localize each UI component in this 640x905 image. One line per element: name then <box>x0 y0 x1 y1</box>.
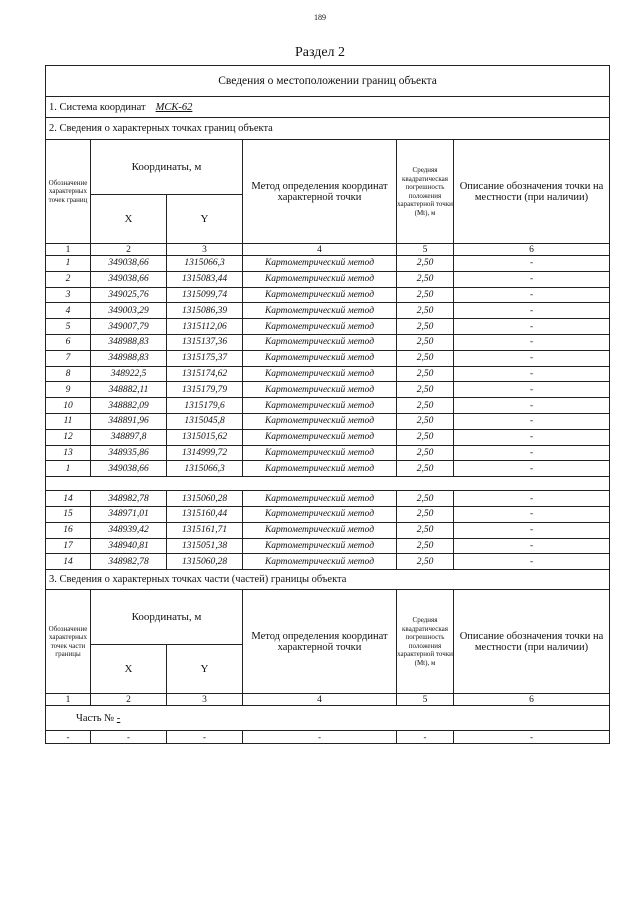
error-cell: 2,50 <box>397 271 454 287</box>
section-title: Раздел 2 <box>294 45 346 60</box>
header-point-part: Обозначение характерных точек части границы <box>46 590 91 694</box>
table-row <box>46 271 610 287</box>
error-cell: 2,50 <box>397 256 454 272</box>
description-cell: - <box>454 491 610 507</box>
table-row <box>46 366 610 382</box>
description-cell: - <box>454 319 610 335</box>
coord-system-value: МСК-62 <box>155 101 193 113</box>
x-coord-cell: 348971,01 <box>91 506 167 522</box>
coord-system-row <box>46 97 610 118</box>
description-cell: - <box>454 429 610 445</box>
table-row <box>46 413 610 429</box>
description-cell: - <box>454 506 610 522</box>
header-error: Средняя квадратическая погрешность положения характерной точки (Mt), м <box>397 140 454 244</box>
col-number: 3 <box>167 244 243 256</box>
col-number: 6 <box>454 244 610 256</box>
point-number-cell: 16 <box>46 522 91 538</box>
error-cell: 2,50 <box>397 303 454 319</box>
method-cell: Картометрический метод <box>243 491 397 507</box>
description-cell: - <box>454 398 610 414</box>
table-row <box>46 256 610 272</box>
x-coord-cell: 348988,83 <box>91 350 167 366</box>
error-cell: 2,50 <box>397 382 454 398</box>
error-cell: 2,50 <box>397 491 454 507</box>
y-coord-cell: 1315174,62 <box>167 366 243 382</box>
error-cell: 2,50 <box>397 461 454 477</box>
part-label: Часть № <box>76 712 115 724</box>
table-row <box>46 398 610 414</box>
table-row <box>46 382 610 398</box>
header-error-part: Средняя квадратическая погрешность положения характерной точки (Mt), м <box>397 590 454 694</box>
point-number-cell: 11 <box>46 413 91 429</box>
description-cell: - <box>454 256 610 272</box>
point-number-cell: 2 <box>46 271 91 287</box>
header-y: Y <box>167 195 243 244</box>
x-coord-cell: 349038,66 <box>91 271 167 287</box>
method-cell: Картометрический метод <box>243 271 397 287</box>
page-number: 189 <box>314 13 326 22</box>
description-cell: - <box>454 382 610 398</box>
y-coord-cell: 1315083,44 <box>167 271 243 287</box>
description-cell: - <box>454 538 610 554</box>
col-number: 2 <box>91 694 167 706</box>
table-row <box>46 461 610 477</box>
y-coord-cell: 1315179,79 <box>167 382 243 398</box>
method-cell: Картометрический метод <box>243 461 397 477</box>
table-row <box>46 506 610 522</box>
header-x-part: X <box>91 645 167 694</box>
point-number-cell: 5 <box>46 319 91 335</box>
point-number-cell: 14 <box>46 491 91 507</box>
table-row <box>46 287 610 303</box>
y-coord-cell: 1315175,37 <box>167 350 243 366</box>
method-cell: Картометрический метод <box>243 445 397 461</box>
empty-cell: - <box>46 731 91 744</box>
table-row <box>46 445 610 461</box>
method-cell: Картометрический метод <box>243 334 397 350</box>
boundary-table-sheet <box>45 65 609 744</box>
x-coord-cell: 349038,66 <box>91 461 167 477</box>
y-coord-cell: 1314999,72 <box>167 445 243 461</box>
y-coord-cell: 1315060,28 <box>167 491 243 507</box>
point-number-cell: 4 <box>46 303 91 319</box>
y-coord-cell: 1315112,06 <box>167 319 243 335</box>
y-coord-cell: 1315045,8 <box>167 413 243 429</box>
header-method: Метод определения координат характерной точки <box>243 140 397 244</box>
point-number-cell: 17 <box>46 538 91 554</box>
method-cell: Картометрический метод <box>243 554 397 570</box>
error-cell: 2,50 <box>397 445 454 461</box>
point-number-cell: 13 <box>46 445 91 461</box>
table-row <box>46 429 610 445</box>
method-cell: Картометрический метод <box>243 413 397 429</box>
method-cell: Картометрический метод <box>243 538 397 554</box>
description-cell: - <box>454 271 610 287</box>
col-number: 4 <box>243 694 397 706</box>
x-coord-cell: 348922,5 <box>91 366 167 382</box>
table-row <box>46 319 610 335</box>
header-method-part: Метод определения координат характерной точки <box>243 590 397 694</box>
description-cell: - <box>454 287 610 303</box>
x-coord-cell: 348982,78 <box>91 554 167 570</box>
error-cell: 2,50 <box>397 287 454 303</box>
x-coord-cell: 348988,83 <box>91 334 167 350</box>
point-number-cell: 15 <box>46 506 91 522</box>
point-number-cell: 12 <box>46 429 91 445</box>
header-x: X <box>91 195 167 244</box>
empty-cell: - <box>243 731 397 744</box>
method-cell: Картометрический метод <box>243 429 397 445</box>
error-cell: 2,50 <box>397 366 454 382</box>
col-number: 3 <box>167 694 243 706</box>
description-cell: - <box>454 522 610 538</box>
description-cell: - <box>454 303 610 319</box>
header-y-part: Y <box>167 645 243 694</box>
description-cell: - <box>454 334 610 350</box>
y-coord-cell: 1315066,3 <box>167 256 243 272</box>
point-number-cell: 1 <box>46 461 91 477</box>
y-coord-cell: 1315160,44 <box>167 506 243 522</box>
x-coord-cell: 349038,66 <box>91 256 167 272</box>
error-cell: 2,50 <box>397 350 454 366</box>
x-coord-cell: 348882,09 <box>91 398 167 414</box>
x-coord-cell: 348940,81 <box>91 538 167 554</box>
point-number-cell: 9 <box>46 382 91 398</box>
y-coord-cell: 1315015,62 <box>167 429 243 445</box>
x-coord-cell: 348897,8 <box>91 429 167 445</box>
x-coord-cell: 348882,11 <box>91 382 167 398</box>
y-coord-cell: 1315066,3 <box>167 461 243 477</box>
table-row <box>46 491 610 507</box>
point-number-cell: 10 <box>46 398 91 414</box>
table-row <box>46 350 610 366</box>
point-number-cell: 8 <box>46 366 91 382</box>
header-coords: Координаты, м <box>91 140 243 195</box>
boundary-table <box>45 65 610 744</box>
empty-cell: - <box>397 731 454 744</box>
error-cell: 2,50 <box>397 398 454 414</box>
point-number-cell: 3 <box>46 287 91 303</box>
description-cell: - <box>454 413 610 429</box>
empty-cell: - <box>167 731 243 744</box>
header-coords-part: Координаты, м <box>91 590 243 645</box>
table-row <box>46 334 610 350</box>
method-cell: Картометрический метод <box>243 256 397 272</box>
error-cell: 2,50 <box>397 334 454 350</box>
y-coord-cell: 1315179,6 <box>167 398 243 414</box>
description-cell: - <box>454 461 610 477</box>
point-number-cell: 7 <box>46 350 91 366</box>
col-number: 4 <box>243 244 397 256</box>
x-coord-cell: 349025,76 <box>91 287 167 303</box>
empty-cell: - <box>91 731 167 744</box>
error-cell: 2,50 <box>397 506 454 522</box>
contour-separator <box>46 477 610 491</box>
description-cell: - <box>454 350 610 366</box>
description-cell: - <box>454 366 610 382</box>
method-cell: Картометрический метод <box>243 506 397 522</box>
method-cell: Картометрический метод <box>243 287 397 303</box>
x-coord-cell: 348939,42 <box>91 522 167 538</box>
x-coord-cell: 348891,96 <box>91 413 167 429</box>
method-cell: Картометрический метод <box>243 522 397 538</box>
method-cell: Картометрический метод <box>243 382 397 398</box>
description-cell: - <box>454 554 610 570</box>
part3-title: 3. Сведения о характерных точках части (частей) границы объекта <box>46 570 610 590</box>
method-cell: Картометрический метод <box>243 366 397 382</box>
error-cell: 2,50 <box>397 429 454 445</box>
x-coord-cell: 349003,29 <box>91 303 167 319</box>
col-number: 5 <box>397 244 454 256</box>
header-point: Обозначение характерных точек границ <box>46 140 91 244</box>
y-coord-cell: 1315086,39 <box>167 303 243 319</box>
y-coord-cell: 1315161,71 <box>167 522 243 538</box>
coord-system-label: 1. Система координат <box>49 101 146 113</box>
error-cell: 2,50 <box>397 554 454 570</box>
x-coord-cell: 348935,86 <box>91 445 167 461</box>
col-number: 2 <box>91 244 167 256</box>
table-title: Сведения о местоположении границ объекта <box>46 66 610 97</box>
y-coord-cell: 1315051,38 <box>167 538 243 554</box>
method-cell: Картометрический метод <box>243 303 397 319</box>
y-coord-cell: 1315099,74 <box>167 287 243 303</box>
part-number: - <box>116 712 121 724</box>
col-number: 1 <box>46 694 91 706</box>
method-cell: Картометрический метод <box>243 350 397 366</box>
x-coord-cell: 349007,79 <box>91 319 167 335</box>
header-desc: Описание обозначения точки на местности (при наличии) <box>454 140 610 244</box>
empty-cell: - <box>454 731 610 744</box>
point-number-cell: 6 <box>46 334 91 350</box>
table-row <box>46 303 610 319</box>
method-cell: Картометрический метод <box>243 319 397 335</box>
part2-title: 2. Сведения о характерных точках границ объекта <box>46 118 610 140</box>
error-cell: 2,50 <box>397 538 454 554</box>
y-coord-cell: 1315137,36 <box>167 334 243 350</box>
table-row <box>46 538 610 554</box>
table-row <box>46 554 610 570</box>
error-cell: 2,50 <box>397 522 454 538</box>
point-number-cell: 14 <box>46 554 91 570</box>
point-number-cell: 1 <box>46 256 91 272</box>
col-number: 5 <box>397 694 454 706</box>
y-coord-cell: 1315060,28 <box>167 554 243 570</box>
error-cell: 2,50 <box>397 413 454 429</box>
col-number: 1 <box>46 244 91 256</box>
header-desc-part: Описание обозначения точки на местности (при наличии) <box>454 590 610 694</box>
error-cell: 2,50 <box>397 319 454 335</box>
col-number: 6 <box>454 694 610 706</box>
part-row <box>46 706 610 731</box>
x-coord-cell: 348982,78 <box>91 491 167 507</box>
method-cell: Картометрический метод <box>243 398 397 414</box>
table-row <box>46 522 610 538</box>
description-cell: - <box>454 445 610 461</box>
